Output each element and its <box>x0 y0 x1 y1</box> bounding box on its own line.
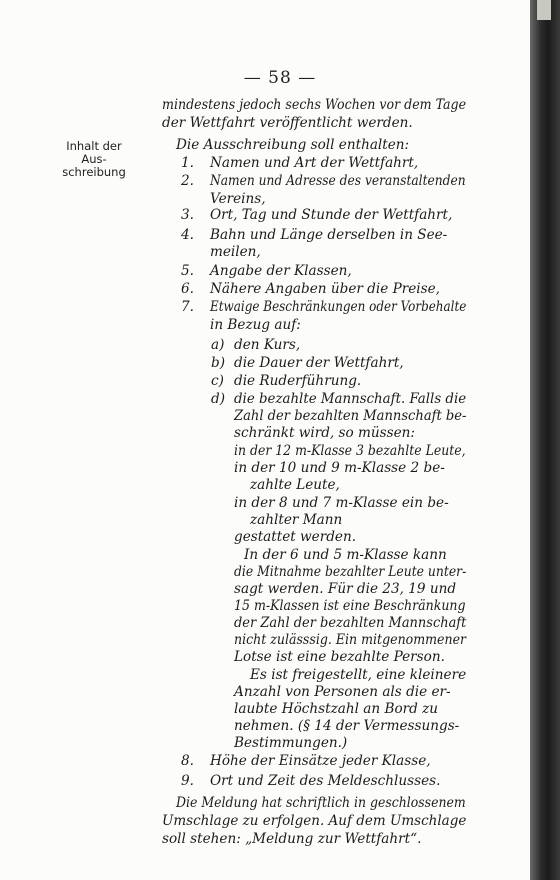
paragraph-line: Anzahl von Personen als die er- <box>234 684 451 700</box>
item-text: meilen, <box>210 244 261 260</box>
item-number: 2. <box>181 173 194 189</box>
paragraph-line: Lotse ist eine bezahlte Person. <box>234 649 445 665</box>
paragraph-line: sagt werden. Für die 23, 19 und <box>234 581 457 597</box>
margin-note-line: schreibung <box>62 165 126 179</box>
closing-line: soll stehen: „Meldung zur Wettfahrt“. <box>162 831 422 847</box>
item-number: 3. <box>181 207 194 223</box>
paragraph-line: Es ist freigestellt, eine kleinere <box>250 667 467 683</box>
subitem-text: die Ruderführung. <box>234 373 362 389</box>
margin-note-line: Aus- <box>81 152 107 166</box>
item-text: Vereins, <box>210 191 266 207</box>
paragraph-line: die Mitnahme bezahlter Leute unter- <box>234 564 467 580</box>
class-line: in der 12 m-Klasse 3 bezahlte Leute, <box>234 443 466 459</box>
paragraph-line: In der 6 und 5 m-Klasse kann <box>244 547 447 563</box>
paragraph-line: laubte Höchstzahl an Bord zu <box>234 701 439 717</box>
paragraph-line: 15 m-Klassen ist eine Beschränkung <box>234 598 466 614</box>
subitem-text: schränkt wird, so müssen: <box>234 425 416 441</box>
subitem-text: Zahl der bezahlten Mannschaft be- <box>234 408 467 424</box>
item-text: Ort, Tag und Stunde der Wettfahrt, <box>210 207 453 223</box>
item-text: Ort und Zeit des Meldeschlusses. <box>210 773 441 789</box>
class-line: gestattet werden. <box>234 529 357 545</box>
item-number: 8. <box>181 753 194 769</box>
subitem-letter: c) <box>211 373 224 389</box>
subitem-letter: b) <box>211 355 226 371</box>
item-text: Namen und Art der Wettfahrt, <box>210 155 419 171</box>
item-number: 4. <box>181 227 194 243</box>
intro-line: der Wettfahrt veröffentlicht werden. <box>162 115 413 131</box>
item-number: 1. <box>181 155 194 171</box>
item-text: Namen und Adresse des veranstaltenden <box>210 173 466 189</box>
class-line: zahlter Mann <box>250 512 343 528</box>
margin-note-line: Inhalt der <box>66 139 122 153</box>
item-text: Etwaige Beschränkungen oder Vorbehalte <box>210 299 467 315</box>
subitem-letter: d) <box>211 391 226 407</box>
intro-line: mindestens jedoch sechs Wochen vor dem Tage <box>162 97 467 113</box>
item-text: in Bezug auf: <box>210 317 301 333</box>
item-text: Höhe der Einsätze jeder Klasse, <box>210 753 431 769</box>
closing-line: Die Meldung hat schriftlich in geschlossenem <box>176 795 466 811</box>
item-number: 7. <box>181 299 194 315</box>
item-text: Nähere Angaben über die Preise, <box>210 281 440 297</box>
item-number: 9. <box>181 773 194 789</box>
page-number: — 58 — <box>243 68 317 88</box>
paragraph-line: Bestimmungen.) <box>234 735 348 751</box>
item-text: Angabe der Klassen, <box>210 263 352 279</box>
subitem-text: den Kurs, <box>234 337 301 353</box>
item-text: Bahn und Länge derselben in See- <box>210 227 448 243</box>
closing-line: Umschlage zu erfolgen. Auf dem Umschlage <box>162 813 467 829</box>
paragraph-line: nehmen. (§ 14 der Vermessungs- <box>234 718 460 734</box>
subitem-text: die bezahlte Mannschaft. Falls die <box>234 391 467 407</box>
item-number: 5. <box>181 263 194 279</box>
class-line: in der 8 und 7 m-Klasse ein be- <box>234 495 449 511</box>
class-line: zahlte Leute, <box>250 477 340 493</box>
item-number: 6. <box>181 281 194 297</box>
subitem-text: die Dauer der Wettfahrt, <box>234 355 404 371</box>
list-heading: Die Ausschreibung soll enthalten: <box>176 137 410 153</box>
paragraph-line: der Zahl der bezahlten Mannschaft <box>234 615 467 631</box>
class-line: in der 10 und 9 m-Klasse 2 be- <box>234 460 445 476</box>
paragraph-line: nicht zulässsig. Ein mitgenommener <box>234 632 467 648</box>
subitem-letter: a) <box>211 337 225 353</box>
